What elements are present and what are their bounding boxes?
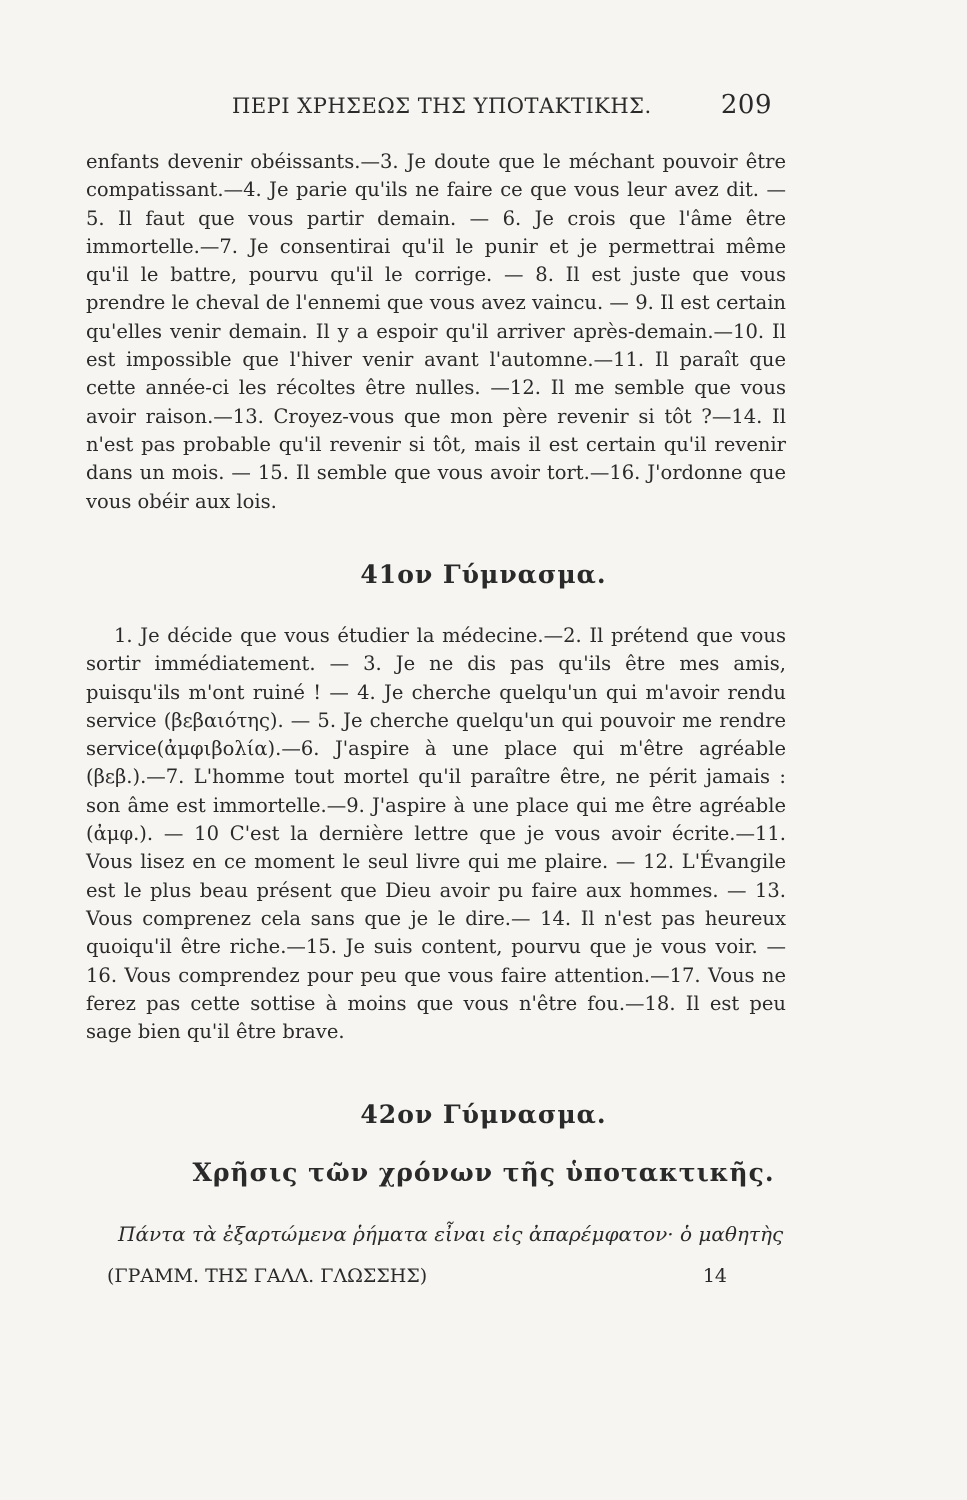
exercise-42-subheading: Χρῆσις τῶν χρόνων τῆς ὑποτακτικῆς. xyxy=(192,1158,775,1187)
exercise-42-heading: 42ον Γύμνασμα. xyxy=(360,1100,607,1129)
section-2-paragraph: 1. Je décide que vous étudier la médecine.—2. Il prétend que vous sortir immédiatement. — 3. Je ne dis pas qu'ils être mes amis, puisqu'ils m'ont ruiné ! — 4. Je cherche quelqu'un qui m'avoir rendu service (βεβαιότης). — 5. Je cherche quelqu'un qui pouvoir me rendre service(ἀμφιβολία).—6. J'aspire à une place qui m'être agréable (βεβ.).—7. L'homme tout mortel qu'il paraître être, ne périt jamais : son âme est immortelle.—9. J'aspire à une place qui me être agréable (ἀμφ.). — 10 C'est la dernière lettre que je vous avoir écrite.—11. Vous lisez en ce moment le seul livre qui me plaire. — 12. L'Évangile est le plus beau présent que Dieu avoir pu faire aux hommes. — 13. Vous comprenez cela sans que je le dire.— 14. Il n'est pas heureux quoiqu'il être riche.—15. Je suis content, pourvu que je vous voir. — 16. Vous comprendez pour peu que vous faire attention.—17. Vous ne ferez pas cette sottise à moins que vous n'être fou.—18. Il est peu sage bien qu'il être brave. xyxy=(86,624,786,1044)
section-2-paragraph-block xyxy=(86,622,786,1046)
page-number: 209 xyxy=(720,90,772,120)
section-1-paragraph: enfants devenir obéissants.—3. Je doute que le méchant pouvoir être compatissant.—4. Je parie qu'ils ne faire ce que vous leur avez dit. —5. Il faut que vous partir demain. — 6. Je crois que l'âme être immortelle.—7. Je consentirai qu'il le punir et je permettrai même qu'il le battre, pourvu qu'il le corrige. — 8. Il est juste que vous prendre le cheval de l'ennemi que vous avez vaincu. — 9. Il est certain qu'elles venir demain. Il y a espoir qu'il arriver après-demain.—10. Il est impossible que l'hiver venir avant l'automne.—11. Il paraît que cette année-ci les récoltes être nulles. —12. Il me semble que vous avoir raison.—13. Croyez-vous que mon père revenir si tôt ?—14. Il n'est pas probable qu'il revenir si tôt, mais il est certain qu'il revenir dans un mois. — 15. Il semble que vous avoir tort.—16. J'ordonne que vous obéir aux lois. xyxy=(86,150,786,513)
running-header xyxy=(232,90,772,130)
header-title: ΠΕΡΙ ΧΡΗΣΕΩΣ ΤΗΣ ΥΠΟΤΑΚΤΙΚΗΣ. xyxy=(232,94,652,118)
exercise-41-heading: 41ον Γύμνασμα. xyxy=(360,560,607,589)
page-footer xyxy=(107,1265,727,1287)
instruction-line: Πάντα τὰ ἐξαρτώμενα ῥήματα εἶναι εἰς ἀπαρέμφατον· ὁ μαθητὴς xyxy=(118,1222,784,1246)
section-1-paragraph-block xyxy=(86,148,786,516)
footer-signature: (ΓΡΑΜΜ. ΤΗΣ ΓΑΛΛ. ΓΛΩΣΣΗΣ) xyxy=(107,1265,428,1287)
footer-sheet-number: 14 xyxy=(702,1265,727,1287)
